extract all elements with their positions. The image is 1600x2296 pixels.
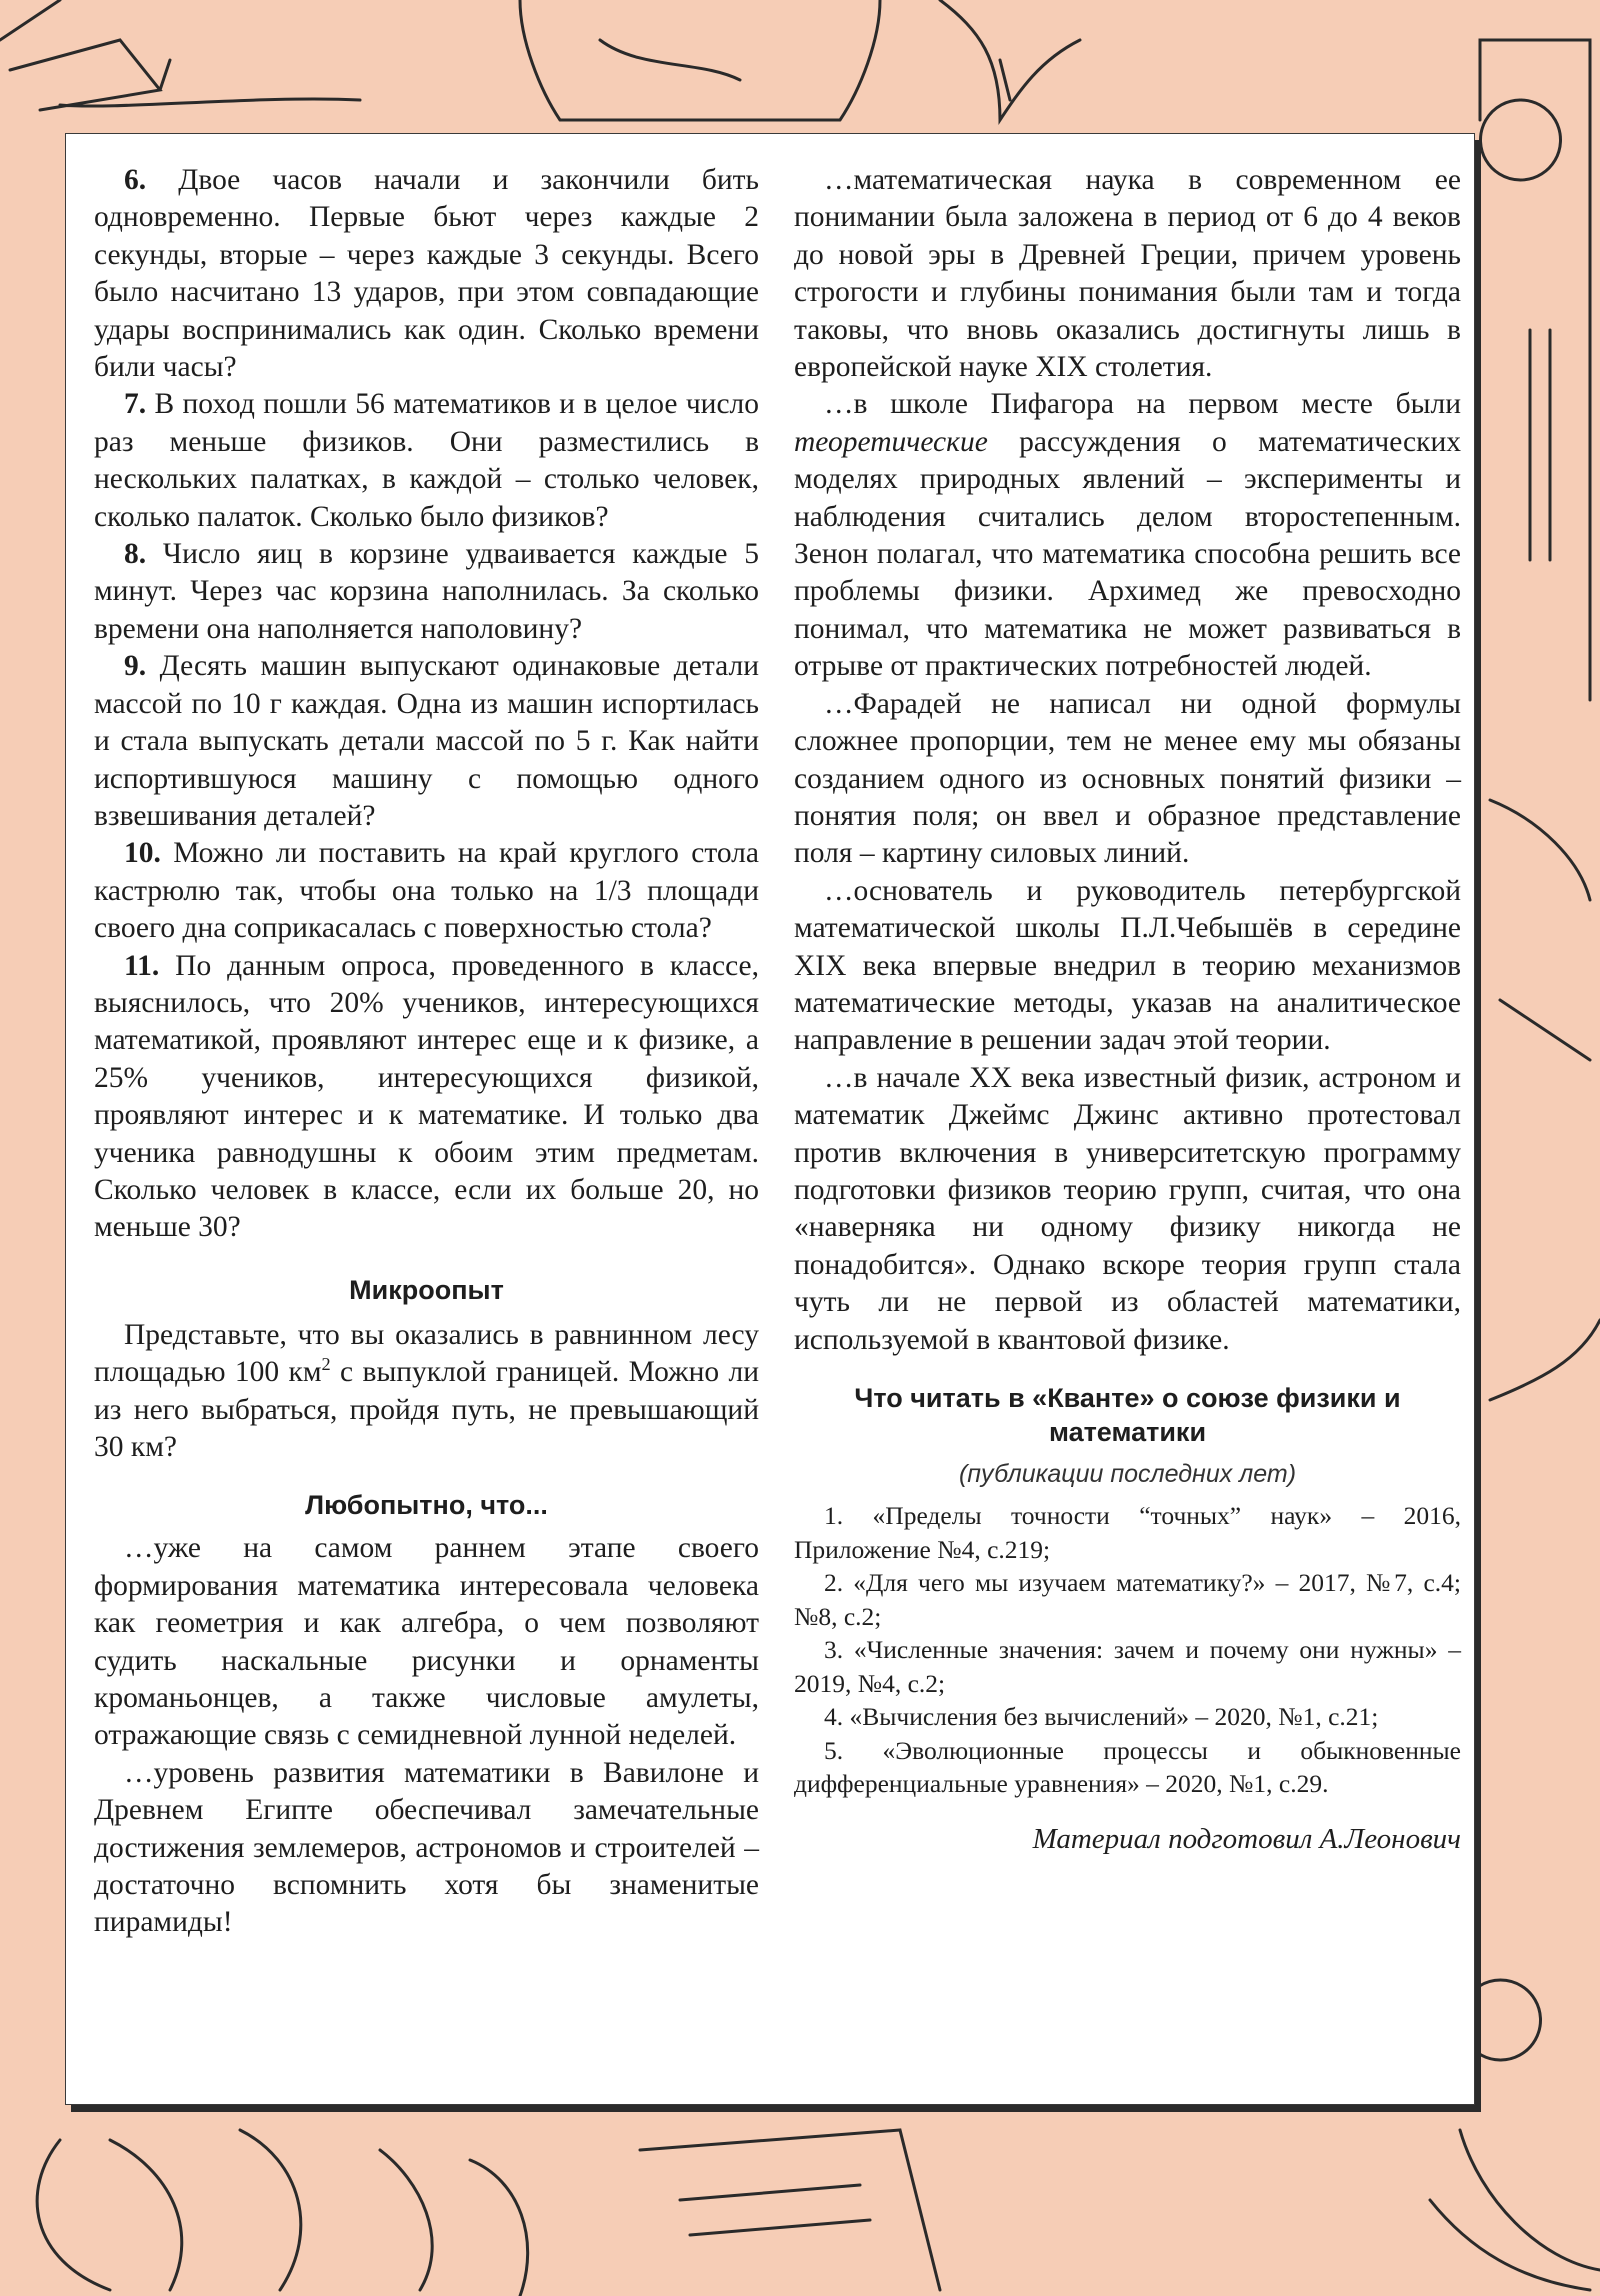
reading-list — [794, 1499, 1461, 1801]
author-signature: Материал подготовил А.Леонович — [1032, 1822, 1461, 1855]
problem-8: 8. Число яиц в корзине удваивается каждые 5 минут. Через час корзина наполнилась. За сколько времени она наполняется наполовину? — [94, 538, 760, 645]
right-column — [794, 162, 1461, 1858]
pot-sketch-icon — [520, 0, 880, 120]
problem-10: 10. Можно ли поставить на край круглого стола кастрюлю так, чтобы она только на 1/3 площади своего дна соприкасалась с поверхностью стола? — [94, 837, 759, 945]
letter-sketch-icon — [640, 2130, 940, 2290]
reading-item-1: 1. «Пределы точности “точных” наук» – 2016, Приложение №4, с.219; — [794, 1501, 1461, 1564]
reading-list-subtitle: (публикации последних лет) — [958, 1460, 1297, 1488]
micro-experiment-heading: Микроопыт — [349, 1274, 504, 1305]
curious-fact-2: …уровень развития математики в Вавилоне и Древнем Египте обеспечивал замечательные достижения землемеров, астрономов и строителей – достаточно вспомнить хотя бы знаменитые пирамиды! — [94, 1756, 759, 1939]
curious-fact-5: …Фарадей не написал ни одной формулы сложнее пропорции, тем не менее ему мы обязаны созданием одного из основных понятий физики – понятия поля; он ввел и образное представление поля – картину силовых линий. — [794, 687, 1461, 870]
curious-heading: Любопытно, что... — [305, 1490, 548, 1521]
problem-6: 6. Двое часов начали и закончили бить одновременно. Первые бьют через каждые 2 секунды, вторые – через каждые 3 секунды. Всего было насчитано 13 ударов, при этом совпадающие удары воспринимались как один. Сколько времени били часы? — [94, 164, 759, 384]
problem-7: 7. В поход пошли 56 математиков и в целое число раз меньше физиков. Они разместились в нескольких палатках, в каждой – столько человек, сколько палаток. Сколько было физиков? — [94, 388, 760, 533]
scroll-sketch-icon-right — [1490, 800, 1600, 1400]
problem-11: 11. По данным опроса, проведенного в классе, выяснилось, что 20% учеников, интересующихся математикой, проявляют интерес еще и к физике, а 25% учеников, интересующихся физикой, проявляют интерес и к математике. И только два ученика равнодушны к обоим этим предметам. Сколько человек в классе, если их больше 20, но меньше 30? — [94, 949, 760, 1244]
problem-9: 9. Десять машин выпускают одинаковые детали массой по 10 г каждая. Одна из машин испортилась и стала выпускать детали массой по 5 г. Как найти испортившуюся машину с помощью одного взвешивания деталей? — [94, 650, 759, 832]
km-squared-exponent: 2 — [321, 1354, 331, 1375]
scroll-sketch-icon — [0, 0, 360, 110]
curious-fact-4: …в школе Пифагора на первом месте были теоретические рассуждения о математических моделях природных явлений – эксперименты и наблюдения считались делом второстепенным. Зенон полагал, что математика способна решить все проблемы физики. Архимед же превосходно понимал, что математика не может развиваться в отрыве от практических потребностей людей. — [794, 388, 1461, 683]
curious-fact-7: …в начале XX века известный физик, астроном и математик Джеймс Джинс активно протестовал против включения в университетскую программу подготовки физиков теорию групп, считая, что она «наверняка ни одному физику никогда не понадобится». Однако вскоре теория групп стала чуть ли не первой из областей математики, используемой в квантовой физике. — [794, 1061, 1461, 1356]
reading-item-2: 2. «Для чего мы изучаем математику?» – 2017, №7, с.4; №8, с.2; — [794, 1568, 1461, 1631]
micro-experiment-text: Представьте, что вы оказались в равнинном лесу площадью 100 $км^2$ с выпуклой границей. Можно ли из него выбраться, пройдя путь, не превышающий 30 км? — [94, 1318, 759, 1463]
reading-list-heading: Что читать в «Кванте» о союзе физики и математики — [854, 1383, 1401, 1447]
content-panel — [65, 133, 1475, 2105]
curious-fact-1: …уже на самом раннем этапе своего формирования математика интересовала человека как геометрия и как алгебра, о чем позволяют судить наскальные рисунки и орнаменты кроманьонцев, а также числовые амулеты, отражающие связь с семидневной лунной неделей. — [94, 1532, 759, 1752]
reading-item-5: 5. «Эволюционные процессы и обыкновенные дифференциальные уравнения» – 2020, №1, с.29. — [794, 1735, 1461, 1798]
reading-item-3: 3. «Численные значения: зачем и почему они нужны» – 2019, №4, с.2; — [794, 1635, 1461, 1698]
pipe-sketch-icon — [940, 0, 1080, 120]
curious-fact-6: …основатель и руководитель петербургской математической школы П.Л.Чебышёв в середине XIX века впервые внедрил в теорию механизмов математические методы, указав на аналитическое направление в решении задач этой теории. — [794, 874, 1461, 1057]
grandfather-clock-icon — [1480, 40, 1590, 700]
left-column — [94, 162, 759, 1942]
curious-fact-3: …математическая наука в современном ее понимании была заложена в период от 6 до 4 веков до новой эры в Древней Греции, причем уровень строгости и глубины понимания были там и тогда таковы, что вновь оказались достигнуты лишь в европейской науке XIX столетия. — [794, 164, 1461, 384]
reading-item-4: 4. «Вычисления без вычислений» – 2020, №1, с.21; — [824, 1702, 1379, 1731]
watermelon-sketch-icon — [37, 2130, 528, 2296]
